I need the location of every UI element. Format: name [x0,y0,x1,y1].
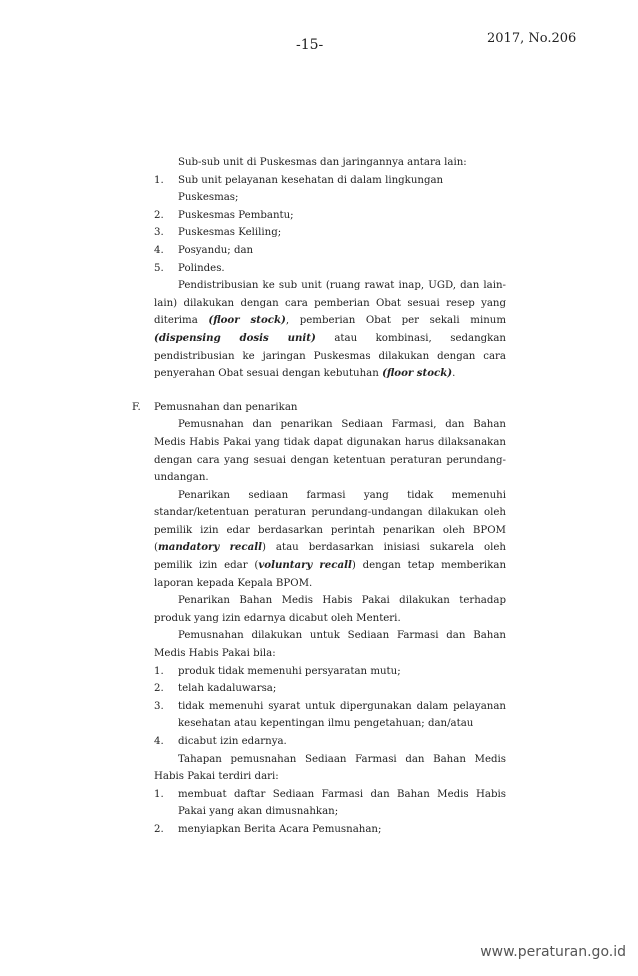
section-f [132,399,507,839]
list-number: 2. [154,823,164,835]
list-number: 1. [154,788,164,800]
list-number: 1. [154,174,164,186]
list-number: 5. [154,262,164,274]
list-text: produk tidak memenuhi persyaratan mutu; [178,665,401,677]
paragraph: Pemusnahan dilakukan untuk Sediaan Farmasi dan Bahan Medis Habis Pakai bila: [154,630,506,660]
section-heading: Pemusnahan dan penarikan [154,401,298,413]
list-text: telah kadaluwarsa; [178,683,277,695]
paragraph: Tahapan pemusnahan Sediaan Farmasi dan Bahan Medis Habis Pakai terdiri dari: [154,753,506,783]
list-number: 3. [154,227,164,239]
text-run: ) dengan tetap memberikan laporan kepada Kepala BPOM. [154,560,507,589]
list-item [154,680,506,698]
list-item [154,207,506,225]
text-run: , pemberian Obat per sekali minum [285,315,506,327]
recall-paragraph [154,487,506,593]
list-item [154,242,506,260]
list-item [154,733,506,751]
text-run: Pendistribusian ke sub unit (ruang rawat inap, UGD, dan lain-lain) dilakukan dengan cara pemberian Obat sesuai resep yang diterima [154,280,506,327]
paragraph: Pemusnahan dan penarikan Sediaan Farmasi, dan Bahan Medis Habis Pakai yang tidak dapat digunakan harus dilaksanakan dengan cara yang sesuai dengan ketentuan peraturan perundang-undangan. [154,419,506,484]
distribution-paragraph [154,277,506,383]
italic-term: (floor stock) [382,367,453,380]
list-text: Sub unit pelayanan kesehatan di dalam lingkungan Puskesmas; [178,174,444,204]
section-letter: F. [132,401,141,413]
list-number: 4. [154,736,164,747]
list-number: 4. [154,244,164,256]
text-run: Penarikan sediaan farmasi yang tidak memenuhi standar/ketentuan peraturan perundang-undangan dilakukan oleh pemilik izin edar berdasarkan perintah penarikan oleh BPOM ( [154,489,506,554]
list-text: Posyandu; dan [178,244,254,256]
list-item [154,172,506,207]
list-text: Polindes. [178,262,225,274]
sub-unit-list [154,172,506,278]
text-run: atau kombinasi, sedangkan pendistribusian ke jaringan Puskesmas dilakukan dengan cara penyerahan Obat sesuai dengan kebutuhan [154,332,506,380]
list-text: menyiapkan Berita Acara Pemusnahan; [178,823,382,835]
paragraph: Penarikan Bahan Medis Habis Pakai dilakukan terhadap produk yang izin edarnya dicabut oleh Menteri. [154,595,506,624]
text-run: ) atau berdasarkan inisiasi sukarela oleh pemilik izin edar ( [154,542,506,572]
list-text: Puskesmas Pembantu; [178,209,294,221]
list-item [154,260,506,278]
destruction-criteria-list [154,663,506,751]
list-number: 2. [154,209,164,221]
text-run: . [452,368,456,380]
list-item [154,786,506,821]
list-number: 2. [154,683,164,695]
list-item [154,224,506,242]
list-text: Puskesmas Keliling; [178,227,282,239]
document-reference: 2017, No.206 [487,31,577,46]
intro-paragraph: Sub-sub unit di Puskesmas dan jaringannya antara lain: [178,157,467,168]
list-text: membuat daftar Sediaan Farmasi dan Bahan Medis Habis Pakai yang akan dimusnahkan; [178,788,506,818]
italic-term: (dispensing dosis unit) [154,331,316,344]
list-text: dicabut izin edarnya. [178,736,287,747]
list-number: 3. [154,700,164,712]
list-text: tidak memenuhi syarat untuk dipergunakan dalam pelayanan kesehatan atau kepentingan ilmu pengetahuan; dan/atau [178,700,506,730]
destruction-steps-list [154,786,506,839]
document-body [132,154,507,839]
italic-term: mandatory recall [157,541,262,554]
page-number: -15- [296,37,324,53]
list-number: 1. [154,665,164,677]
list-item [154,698,506,733]
italic-term: (floor stock) [208,314,286,327]
footer-url: www.peraturan.go.id [480,944,626,960]
italic-term: voluntary recall [258,559,352,572]
list-item [154,663,506,681]
list-item [154,821,506,839]
